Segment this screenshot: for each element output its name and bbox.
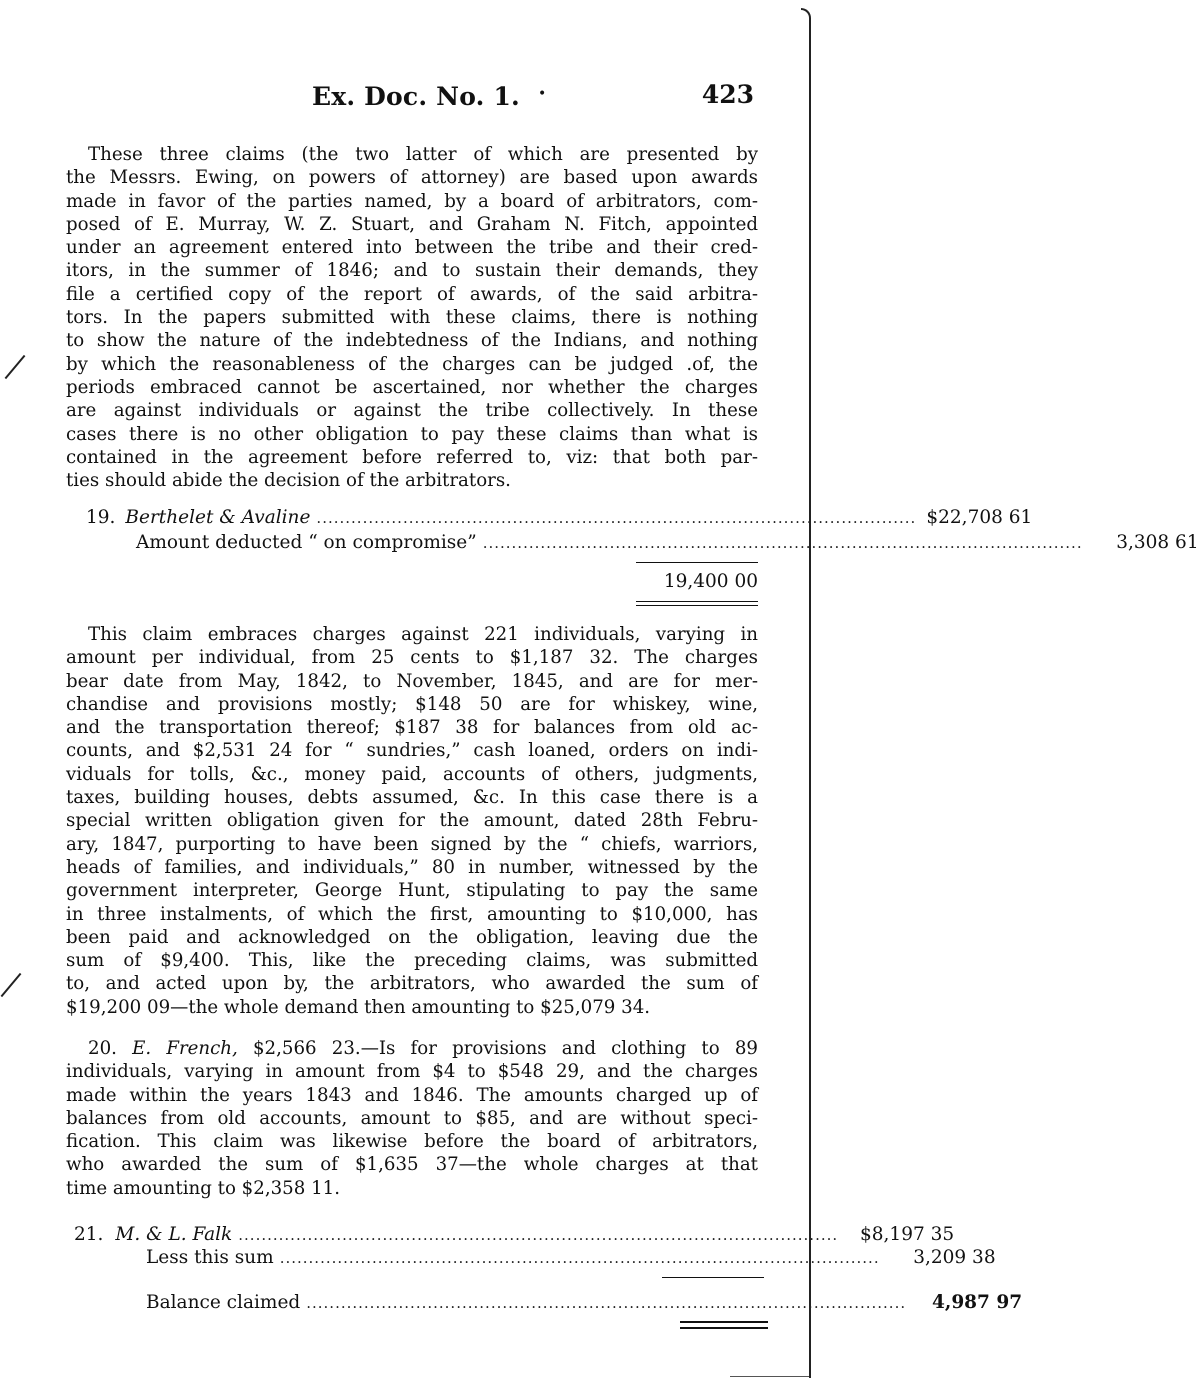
text-line: who awarded the sum of $1,635 37—the whole charges at that [66, 1154, 758, 1176]
text-line: the Messrs. Ewing, on powers of attorney) are based upon awards [66, 167, 758, 189]
text-line: made within the years 1843 and 1846. The amounts charged up of [66, 1084, 758, 1106]
page-number: 423 [701, 80, 754, 109]
claim-amount: $22,708 61 [926, 507, 1033, 528]
text-line: periods embraced cannot be ascertained, nor whether the charges [66, 376, 758, 398]
text-line: and the transportation thereof; $187 38 for balances from old ac- [66, 717, 758, 739]
text-line: ties should abide the decision of the arbitrators. [66, 470, 511, 492]
page-edge [801, 8, 811, 1378]
text-line: bear date from May, 1842, to November, 1845, and are for mer- [66, 670, 758, 692]
text-line: contained in the agreement before referred to, viz: that both par- [66, 446, 758, 468]
balance-amount: 4,987 97 [932, 1292, 1023, 1313]
text-line: in three instalments, of which the first, amounting to $10,000, has [66, 903, 758, 925]
text-line: These three claims (the two latter of which are presented by [88, 144, 758, 165]
margin-pencil-mark [1, 973, 22, 997]
text-line: itors, in the summer of 1846; and to sustain their demands, they [66, 260, 758, 282]
claim-number: 19. [86, 507, 116, 528]
claimant-name: E. French, [132, 1038, 238, 1059]
header-mark: • [538, 86, 547, 102]
claim-amount: $8,197 35 [860, 1224, 955, 1245]
leader-dots: ........................................................................................................ [306, 1294, 907, 1312]
leader-dots: ........................................................................................................ [482, 534, 1083, 552]
paragraph-berthelet [66, 623, 758, 1019]
double-rule-top [636, 601, 758, 602]
text-line: $19,200 09—the whole demand then amounting to $25,079 34. [66, 996, 651, 1018]
text-line: individuals, varying in amount from $4 to $548 29, and the charges [66, 1061, 758, 1083]
leader-dots: ........................................................................................................ [316, 509, 917, 527]
text-line: been paid and acknowledged on the obligation, leaving due the [66, 926, 758, 948]
claim-total: 19,400 00 [663, 571, 758, 592]
text-line: counts, and $2,531 24 for “ sundries,” cash loaned, orders on indi- [66, 740, 758, 762]
text-line: sum of $9,400. This, like the preceding claims, was submitted [66, 950, 758, 972]
balance-label: Balance claimed [146, 1292, 301, 1313]
text-line: taxes, building houses, debts assumed, &c. In this case there is a [66, 787, 758, 809]
page-bottom-edge [730, 1376, 809, 1377]
claim-21-less-row [146, 1246, 996, 1270]
text-line: cases there is no other obligation to pay these claims than what is [66, 423, 758, 445]
claim-number: 20. [88, 1038, 117, 1059]
text-line: made in favor of the parties named, by a board of arbitrators, com- [66, 190, 758, 212]
double-rule-bottom [680, 1327, 768, 1329]
claimant-name: M. & L. Falk [115, 1224, 233, 1245]
double-rule-top [680, 1321, 768, 1323]
deduction-label: Amount deducted “ on compromise” [136, 532, 477, 553]
deduction-amount: 3,308 61 [1116, 532, 1199, 553]
text-line: to, and acted upon by, the arbitrators, who awarded the sum of [66, 973, 758, 995]
text-line: time amounting to $2,358 11. [66, 1177, 341, 1199]
sum-rule [662, 1277, 764, 1278]
paragraph-awards [66, 143, 758, 492]
text-line: balances from old accounts, amount to $85, and are without speci- [66, 1107, 758, 1129]
text-line: to show the nature of the indebtedness of the Indians, and nothing [66, 330, 758, 352]
margin-pencil-mark [5, 355, 26, 379]
text-line: viduals for tolls, &c., money paid, accounts of others, judgments, [66, 763, 758, 785]
claim-19-row [86, 506, 1033, 530]
text-line: fication. This claim was likewise before the board of arbitrators, [66, 1131, 758, 1153]
text-line: under an agreement entered into between the tribe and their cred- [66, 237, 758, 259]
double-rule-bottom [636, 605, 758, 606]
text-line: government interpreter, George Hunt, stipulating to pay the same [66, 880, 758, 902]
document-title: Ex. Doc. No. 1. [312, 82, 520, 111]
sum-rule [636, 562, 758, 563]
claim-19-deduction-row [136, 531, 1199, 555]
text-line [66, 1037, 758, 1060]
paragraph-french [66, 1037, 758, 1200]
text-line: posed of E. Murray, W. Z. Stuart, and Graham N. Fitch, appointed [66, 213, 758, 235]
text-line: by which the reasonableness of the charges can be judged .of, the [66, 353, 758, 375]
text-line: are against individuals or against the tribe collectively. In these [66, 400, 758, 422]
text-fragment: $2,566 23.—Is for provisions and clothing to 89 [252, 1038, 758, 1059]
claim-19-total-row [136, 570, 758, 594]
leader-dots: ........................................................................................................ [279, 1249, 880, 1267]
claim-number: 21. [74, 1224, 104, 1245]
less-amount: 3,209 38 [913, 1247, 996, 1268]
text-line: special written obligation given for the amount, dated 28th Febru- [66, 810, 758, 832]
claimant-name: Berthelet & Avaline [125, 507, 311, 528]
text-line: ary, 1847, purporting to have been signed by the “ chiefs, warriors, [66, 833, 758, 855]
claim-21-balance-row [146, 1291, 1023, 1315]
text-line: tors. In the papers submitted with these claims, there is nothing [66, 307, 758, 329]
text-line: file a certified copy of the report of awards, of the said arbitra- [66, 283, 758, 305]
less-label: Less this sum [146, 1247, 274, 1268]
text-line: chandise and provisions mostly; $148 50 are for whiskey, wine, [66, 693, 758, 715]
text-line: This claim embraces charges against 221 individuals, varying in [88, 624, 758, 645]
page-header [68, 82, 758, 122]
leader-dots: ........................................................................................................ [238, 1226, 839, 1244]
text-line: amount per individual, from 25 cents to $1,187 32. The charges [66, 647, 758, 669]
text-line: heads of families, and individuals,” 80 in number, witnessed by the [66, 856, 758, 878]
claim-21-row [74, 1223, 955, 1247]
